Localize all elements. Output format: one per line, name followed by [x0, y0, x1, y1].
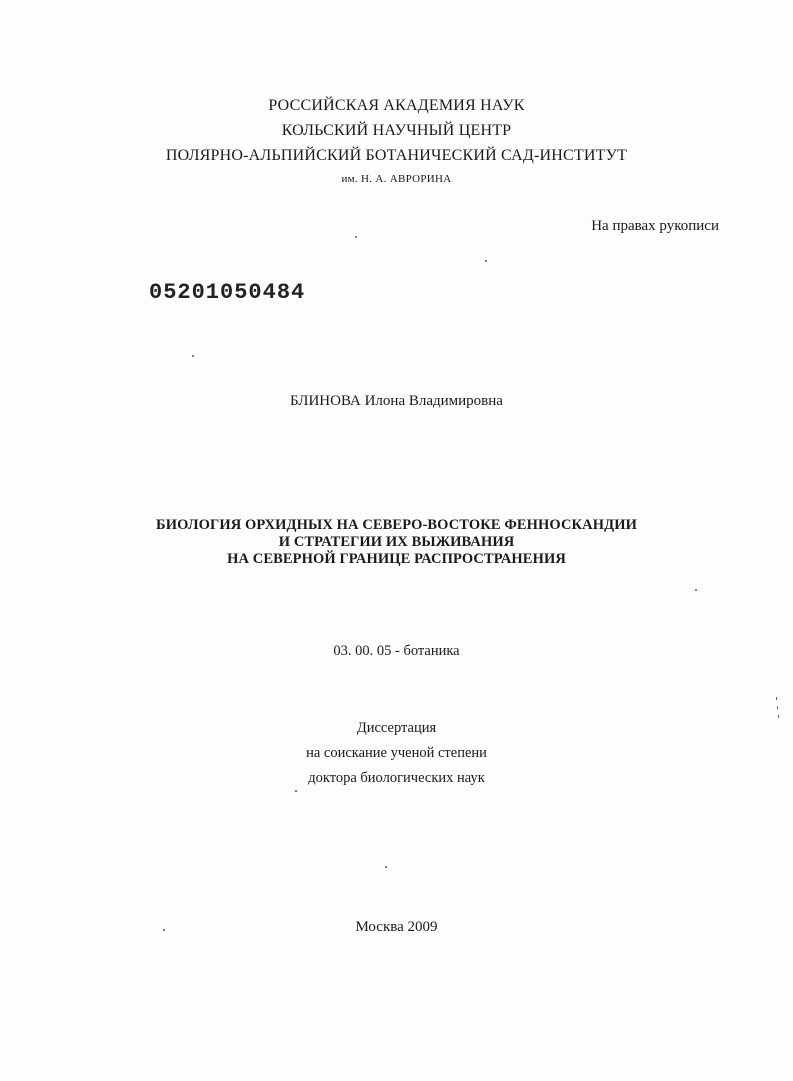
degree-type: Диссертация: [356, 720, 437, 736]
institute-named-after: им. Н. А. АВРОРИНА: [341, 173, 452, 185]
scan-speck: [163, 929, 165, 931]
scan-speck: [295, 790, 297, 792]
rights-note: На правах рукописи: [591, 218, 719, 234]
scan-speck: [776, 697, 777, 700]
degree-purpose: на соискание ученой степени: [306, 745, 487, 761]
scan-speck: [192, 355, 194, 357]
scan-speck: [355, 236, 357, 238]
science-center-name: КОЛЬСКИЙ НАУЧНЫЙ ЦЕНТР: [281, 122, 512, 139]
scan-speck: [385, 866, 387, 868]
author-name: БЛИНОВА Илона Владимировна: [290, 393, 503, 409]
scan-speck: [778, 715, 779, 718]
place-and-year: Москва 2009: [355, 919, 438, 935]
document-number: 05201050484: [149, 280, 306, 305]
title-line-3: НА СЕВЕРНОЙ ГРАНИЦЕ РАСПРОСТРАНЕНИЯ: [227, 551, 566, 567]
specialty-code: 03. 00. 05 - ботаника: [333, 643, 460, 659]
academy-name: РОССИЙСКАЯ АКАДЕМИЯ НАУК: [268, 97, 525, 114]
title-line-1: БИОЛОГИЯ ОРХИДНЫХ НА СЕВЕРО-ВОСТОКЕ ФЕННОСКАНДИИ: [156, 517, 637, 533]
scan-speck: [777, 706, 778, 709]
scan-speck: [485, 260, 487, 262]
scan-speck: [695, 589, 697, 591]
degree-name: доктора биологических наук: [308, 770, 485, 786]
institute-name: ПОЛЯРНО-АЛЬПИЙСКИЙ БОТАНИЧЕСКИЙ САД-ИНСТИТУТ: [165, 147, 628, 164]
title-line-2: И СТРАТЕГИИ ИХ ВЫЖИВАНИЯ: [278, 534, 515, 550]
